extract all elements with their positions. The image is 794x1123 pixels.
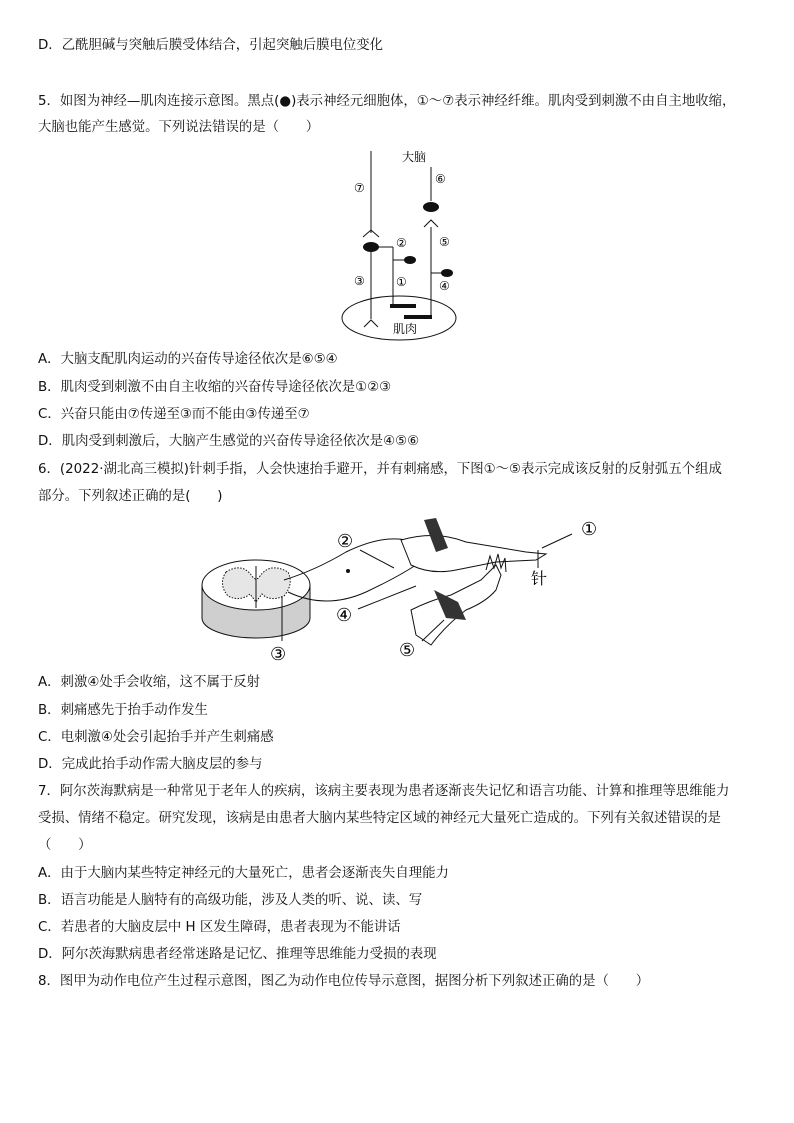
cell-body-dot xyxy=(441,269,453,277)
q5-option-b: B．肌肉受到刺激不由自主收缩的兴奋传导途径依次是①②③ xyxy=(38,380,392,395)
q5-option-d: D．肌肉受到刺激后，大脑产生感觉的兴奋传导途径依次是④⑤⑥ xyxy=(38,434,420,449)
cell-body-dot xyxy=(363,242,379,252)
q7-option-c: C．若患者的大脑皮层中 H 区发生障碍，患者表现为不能讲话 xyxy=(38,920,401,935)
part-label-4: ④ xyxy=(336,605,353,626)
q7-stem-line3: （ ） xyxy=(38,838,92,853)
muscle-label: 肌肉 xyxy=(393,322,418,336)
fiber-label-5: ⑤ xyxy=(439,235,450,249)
part-label-5: ⑤ xyxy=(399,640,416,661)
q5-option-a: A．大脑支配肌肉运动的兴奋传导途径依次是⑥⑤④ xyxy=(38,352,338,367)
q6-option-d: D．完成此抬手动作需大脑皮层的参与 xyxy=(38,757,263,772)
fiber-label-3: ③ xyxy=(354,274,365,288)
q7-option-d: D．阿尔茨海默病患者经常迷路是记忆、推理等思维能力受损的表现 xyxy=(38,947,437,962)
part-label-1: ① xyxy=(581,519,598,540)
fiber-label-6: ⑥ xyxy=(435,172,446,186)
receptor-bar xyxy=(390,304,416,308)
reflex-arc-diagram xyxy=(196,510,606,665)
q5-option-c: C．兴奋只能由⑦传递至③而不能由③传递至⑦ xyxy=(38,407,310,422)
cell-body-dot xyxy=(423,202,439,212)
q7-option-a: A．由于大脑内某些特定神经元的大量死亡，患者会逐渐丧失自理能力 xyxy=(38,866,449,881)
q4-option-d: D．乙酰胆碱与突触后膜受体结合，引起突触后膜电位变化 xyxy=(38,38,384,53)
q8-stem-line1: 8．图甲为动作电位产生过程示意图，图乙为动作电位传导示意图，据图分析下列叙述正确的是（ ） xyxy=(38,974,650,989)
fiber-label-7: ⑦ xyxy=(354,181,365,195)
fiber-label-2: ② xyxy=(396,236,407,250)
q6-option-b: B．刺痛感先于抬手动作发生 xyxy=(38,703,208,718)
brain-label: 大脑 xyxy=(402,150,427,164)
q7-option-b: B．语言功能是人脑特有的高级功能，涉及人类的听、说、读、写 xyxy=(38,893,423,908)
cell-body-dot xyxy=(404,256,416,264)
q6-option-c: C．电刺激④处会引起抬手并产生刺痛感 xyxy=(38,730,274,745)
q7-stem-line1: 7．阿尔茨海默病是一种常见于老年人的疾病，该病主要表现为患者逐渐丧失记忆和语言功能、计算和推理等思维能力 xyxy=(38,784,730,799)
part-label-2: ② xyxy=(337,531,354,552)
q6-option-a: A．刺激④处手会收缩，这不属于反射 xyxy=(38,675,261,690)
needle-label: 针 xyxy=(531,569,548,588)
q5-stem-line1: 5．如图为神经—肌肉连接示意图。黑点(●)表示神经元细胞体，①～⑦表示神经纤维。肌肉受到刺激不由自主地收缩， xyxy=(38,94,736,109)
q6-stem-line1: 6．(2022·湖北高三模拟)针刺手指，人会快速抬手避开，并有刺痛感，下图①～⑤表示完成该反射的反射弧五个组成 xyxy=(38,462,722,477)
q6-stem-line2: 部分。下列叙述正确的是( ) xyxy=(38,489,223,504)
nerve-muscle-diagram xyxy=(330,145,470,345)
fiber-label-4: ④ xyxy=(439,279,450,293)
q5-stem-line2: 大脑也能产生感觉。下列说法错误的是（ ） xyxy=(38,120,320,135)
effector-bar xyxy=(404,315,432,319)
fiber-label-1: ① xyxy=(396,275,407,289)
q7-stem-line2: 受损、情绪不稳定。研究发现，该病是由患者大脑内某些特定区域的神经元大量死亡造成的。下列有关叙述错误的是 xyxy=(38,811,721,826)
part-label-3: ③ xyxy=(270,644,287,665)
